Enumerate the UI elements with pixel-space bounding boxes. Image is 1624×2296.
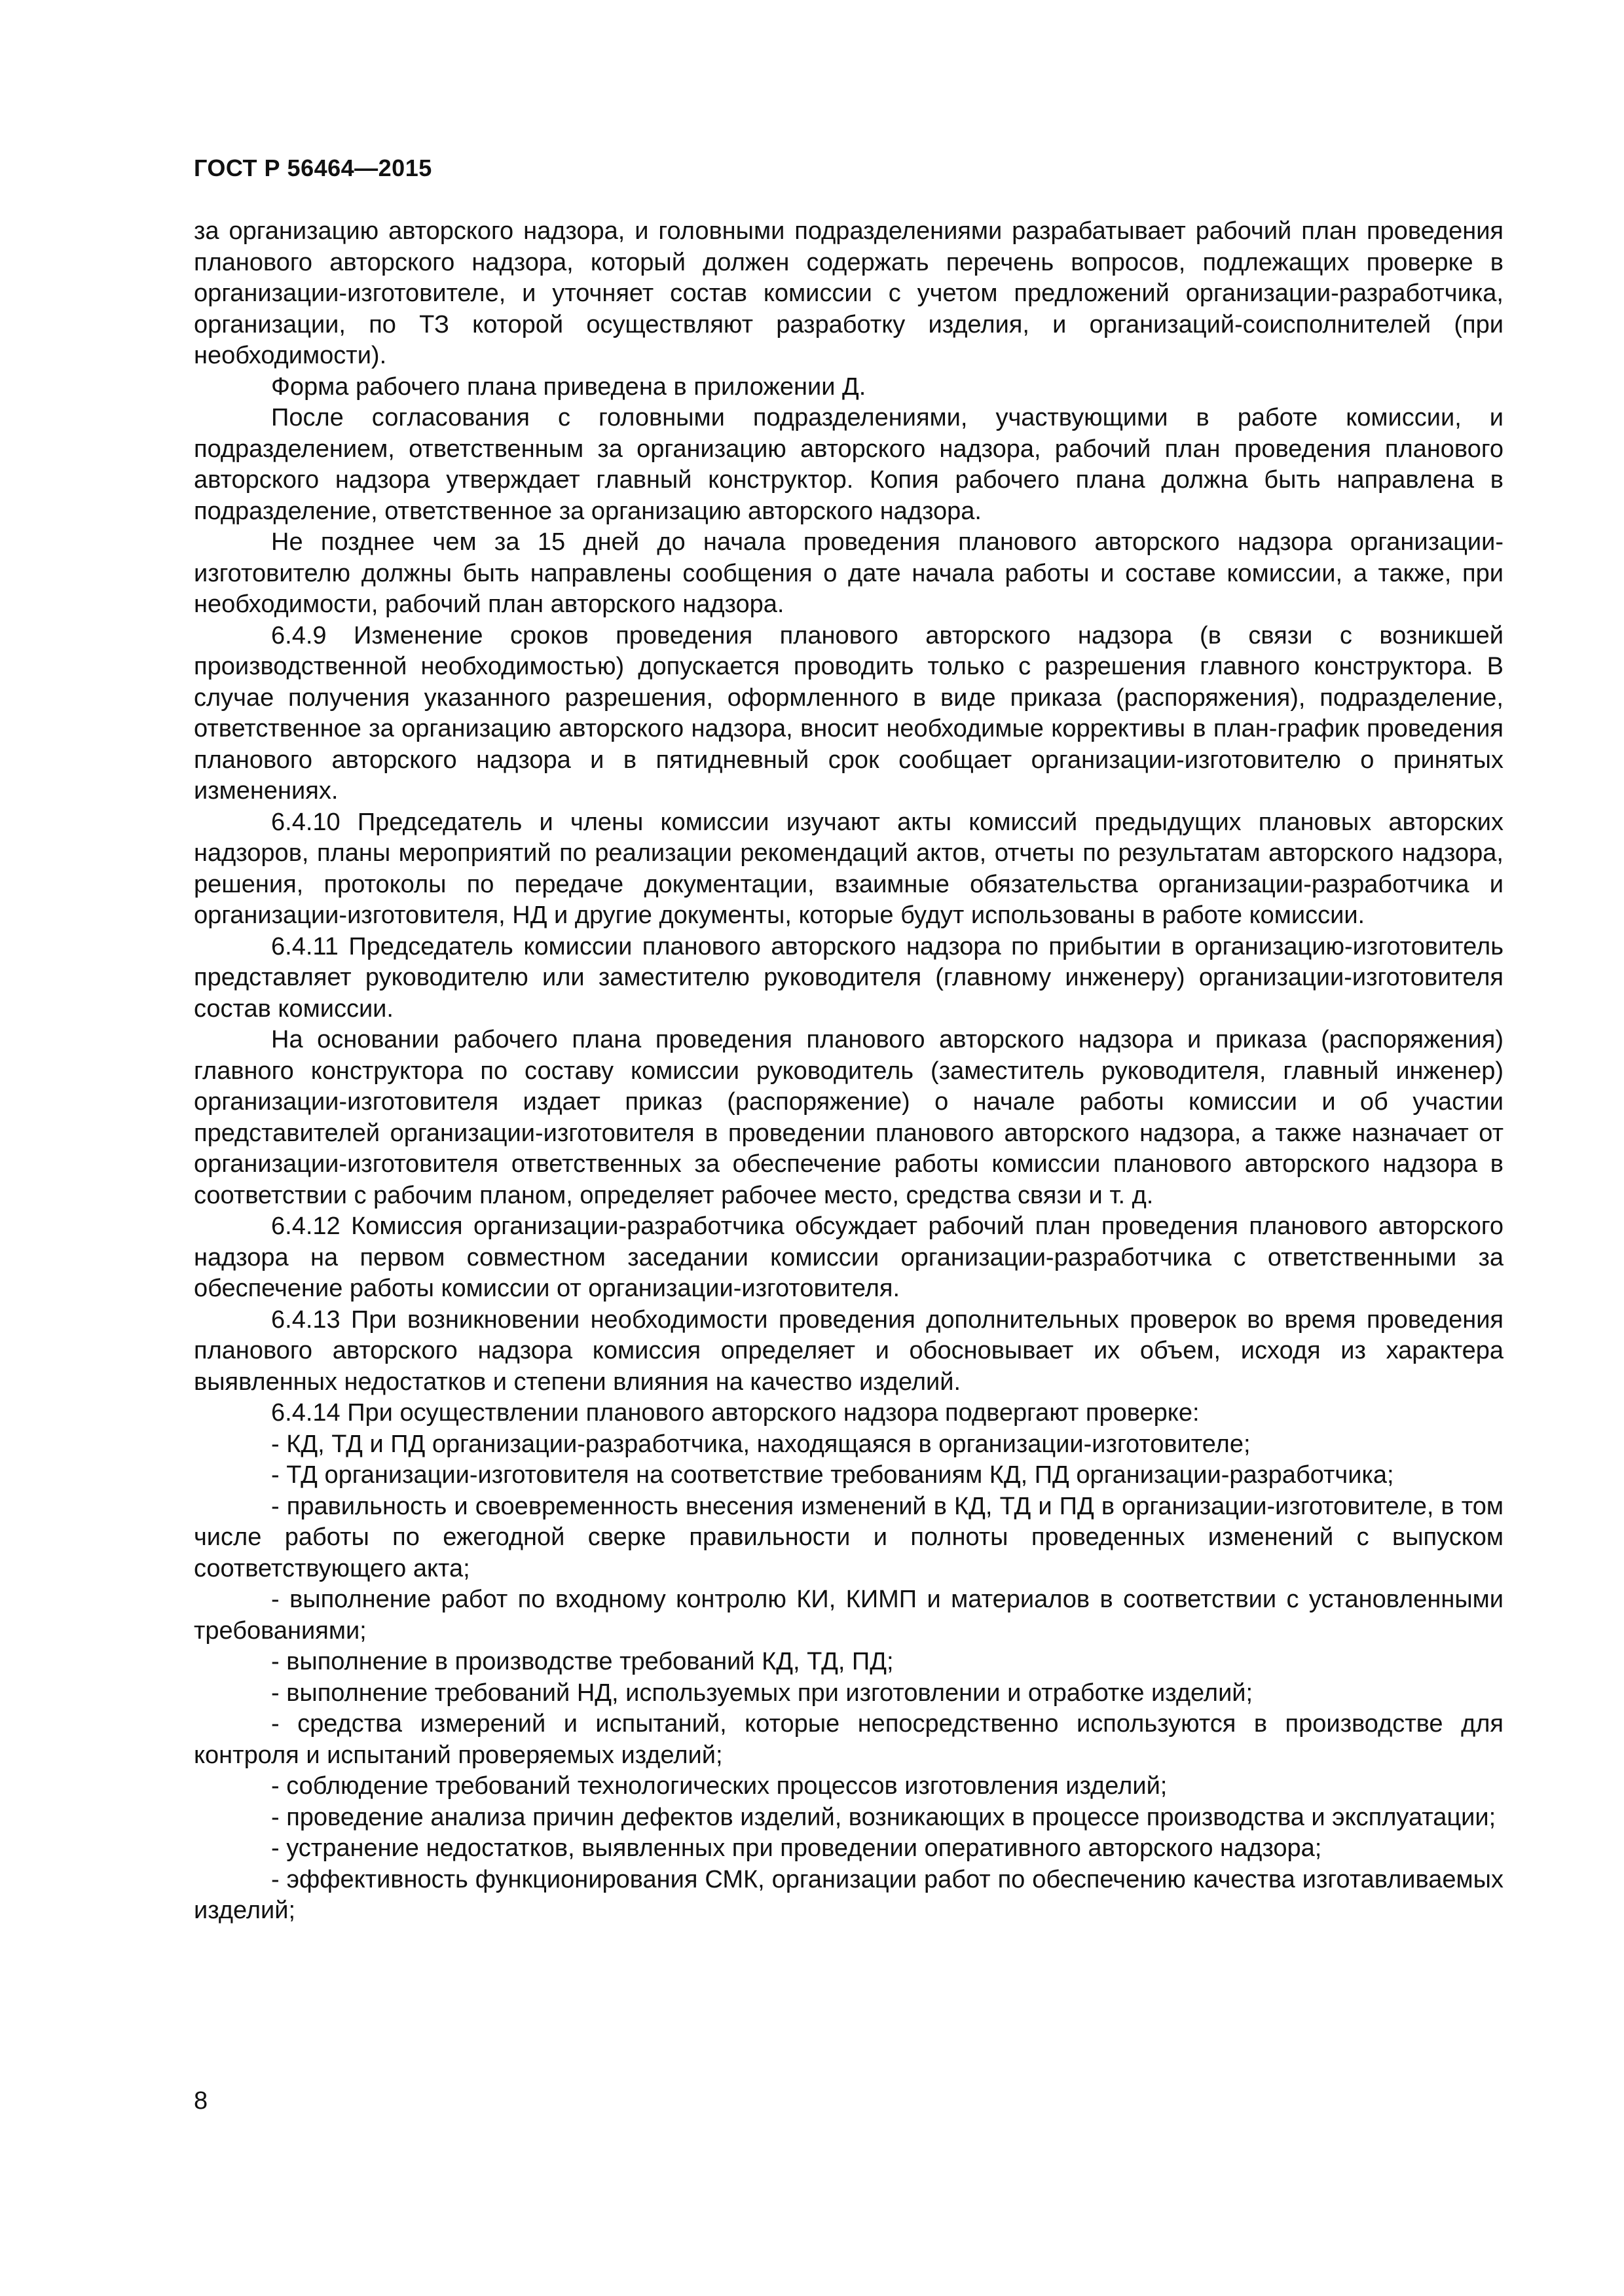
paragraph: Форма рабочего плана приведена в приложении Д. bbox=[271, 373, 866, 401]
paragraph-6-4-12: 6.4.12 Комиссия организации-разработчика обсуждает рабочий план проведения планового авторского надзора на первом совместном заседании комиссии организации-разработчика с ответственными за обеспечение работы комиссии от организации-изготовителя. bbox=[194, 1212, 1504, 1302]
list-item: - ТД организации-изготовителя на соответствие требованиям КД, ПД организации-разработчика; bbox=[271, 1461, 1394, 1489]
paragraph-6-4-11: 6.4.11 Председатель комиссии планового авторского надзора по прибытии в организацию-изготовитель представляет руководителю или заместителю руководителя (главному инженеру) организации-изготовителя состав комиссии. bbox=[194, 932, 1504, 1023]
list-item: - выполнение работ по входному контролю КИ, КИМП и материалов в соответствии с установленными требованиями; bbox=[194, 1586, 1504, 1645]
list-item: - выполнение требований НД, используемых при изготовлении и отработке изделий; bbox=[271, 1679, 1253, 1707]
list-item: - эффективность функционирования СМК, организации работ по обеспечению качества изготавливаемых изделий; bbox=[194, 1865, 1504, 1924]
paragraph-6-4-13: 6.4.13 При возникновении необходимости проведения дополнительных проверок во время проведения планового авторского надзора комиссия определяет и обосновывает их объем, исходя из характера выявленных недостатков и степени влияния на качество изделий. bbox=[194, 1305, 1504, 1396]
list-item: - средства измерений и испытаний, которые непосредственно используются в производстве для контроля и испытаний проверяемых изделий; bbox=[194, 1710, 1504, 1769]
list-item: - правильность и своевременность внесения изменений в КД, ТД и ПД в организации-изготовителе, в том числе работы по ежегодной сверке правильности и полноты проведенных изменений с выпуском соответствующего акта; bbox=[194, 1492, 1504, 1582]
list-item: - соблюдение требований технологических процессов изготовления изделий; bbox=[271, 1772, 1168, 1800]
list-item: - КД, ТД и ПД организации-разработчика, находящаяся в организации-изготовителе; bbox=[271, 1430, 1251, 1458]
document-header: ГОСТ Р 56464—2015 bbox=[194, 155, 432, 181]
document-body bbox=[194, 216, 1504, 1927]
paragraph-6-4-9: 6.4.9 Изменение сроков проведения планового авторского надзора (в связи с возникшей производственной необходимостью) допускается проводить только с разрешения главного конструктора. В случае получения указанного разрешения, оформленного в виде приказа (распоряжения), подразделение, ответственное за организацию авторского надзора, вносит необходимые коррективы в план-график проведения планового авторского надзора и в пятидневный срок сообщает организации-изготовителю о принятых изменениях. bbox=[194, 621, 1504, 805]
list-item: - устранение недостатков, выявленных при проведении оперативного авторского надзора; bbox=[271, 1834, 1322, 1862]
paragraph: После согласования с головными подразделениями, участвующими в работе комиссии, и подразделением, ответственным за организацию авторского надзора, рабочий план проведения планового авторского надзора утверждает главный конструктор. Копия рабочего плана должна быть направлена в подразделение, ответственное за организацию авторского надзора. bbox=[194, 404, 1504, 525]
paragraph-6-4-14: 6.4.14 При осуществлении планового авторского надзора подвергают проверке: bbox=[271, 1399, 1200, 1427]
list-item: - проведение анализа причин дефектов изделий, возникающих в процессе производства и эксплуатации; bbox=[271, 1803, 1496, 1831]
paragraph-6-4-10: 6.4.10 Председатель и члены комиссии изучают акты комиссий предыдущих плановых авторских надзоров, планы мероприятий по реализации рекомендаций актов, отчеты по результатам авторского надзора, решения, протоколы по передаче документации, взаимные обязательства организации-разработчика и организации-изготовителя, НД и другие документы, которые будут использованы в работе комиссии. bbox=[194, 808, 1504, 929]
paragraph: На основании рабочего плана проведения планового авторского надзора и приказа (распоряжения) главного конструктора по составу комиссии руководитель (заместитель руководителя, главный инженер) организации-изготовителя издает приказ (распоряжение) о начале работы комиссии и об участии представителей организации-изготовителя в проведении планового авторского надзора, а также назначает от организации-изготовителя ответственных за обеспечение работы комиссии планового авторского надзора в соответствии с рабочим планом, определяет рабочее место, средства связи и т. д. bbox=[194, 1026, 1504, 1209]
list-item: - выполнение в производстве требований КД, ТД, ПД; bbox=[271, 1648, 894, 1675]
page-number: 8 bbox=[194, 2087, 208, 2115]
paragraph: Не позднее чем за 15 дней до начала проведения планового авторского надзора организации-изготовителю должны быть направлены сообщения о дате начала работы и составе комиссии, а также, при необходимости, рабочий план авторского надзора. bbox=[194, 528, 1504, 618]
paragraph: за организацию авторского надзора, и головными подразделениями разрабатывает рабочий план проведения планового авторского надзора, который должен содержать перечень вопросов, подлежащих проверке в организации-изготовителе, и уточняет состав комиссии с учетом предложений организации-разработчика, организации, по ТЗ которой осуществляют разработку изделия, и организаций-соисполнителей (при необходимости). bbox=[194, 217, 1504, 369]
